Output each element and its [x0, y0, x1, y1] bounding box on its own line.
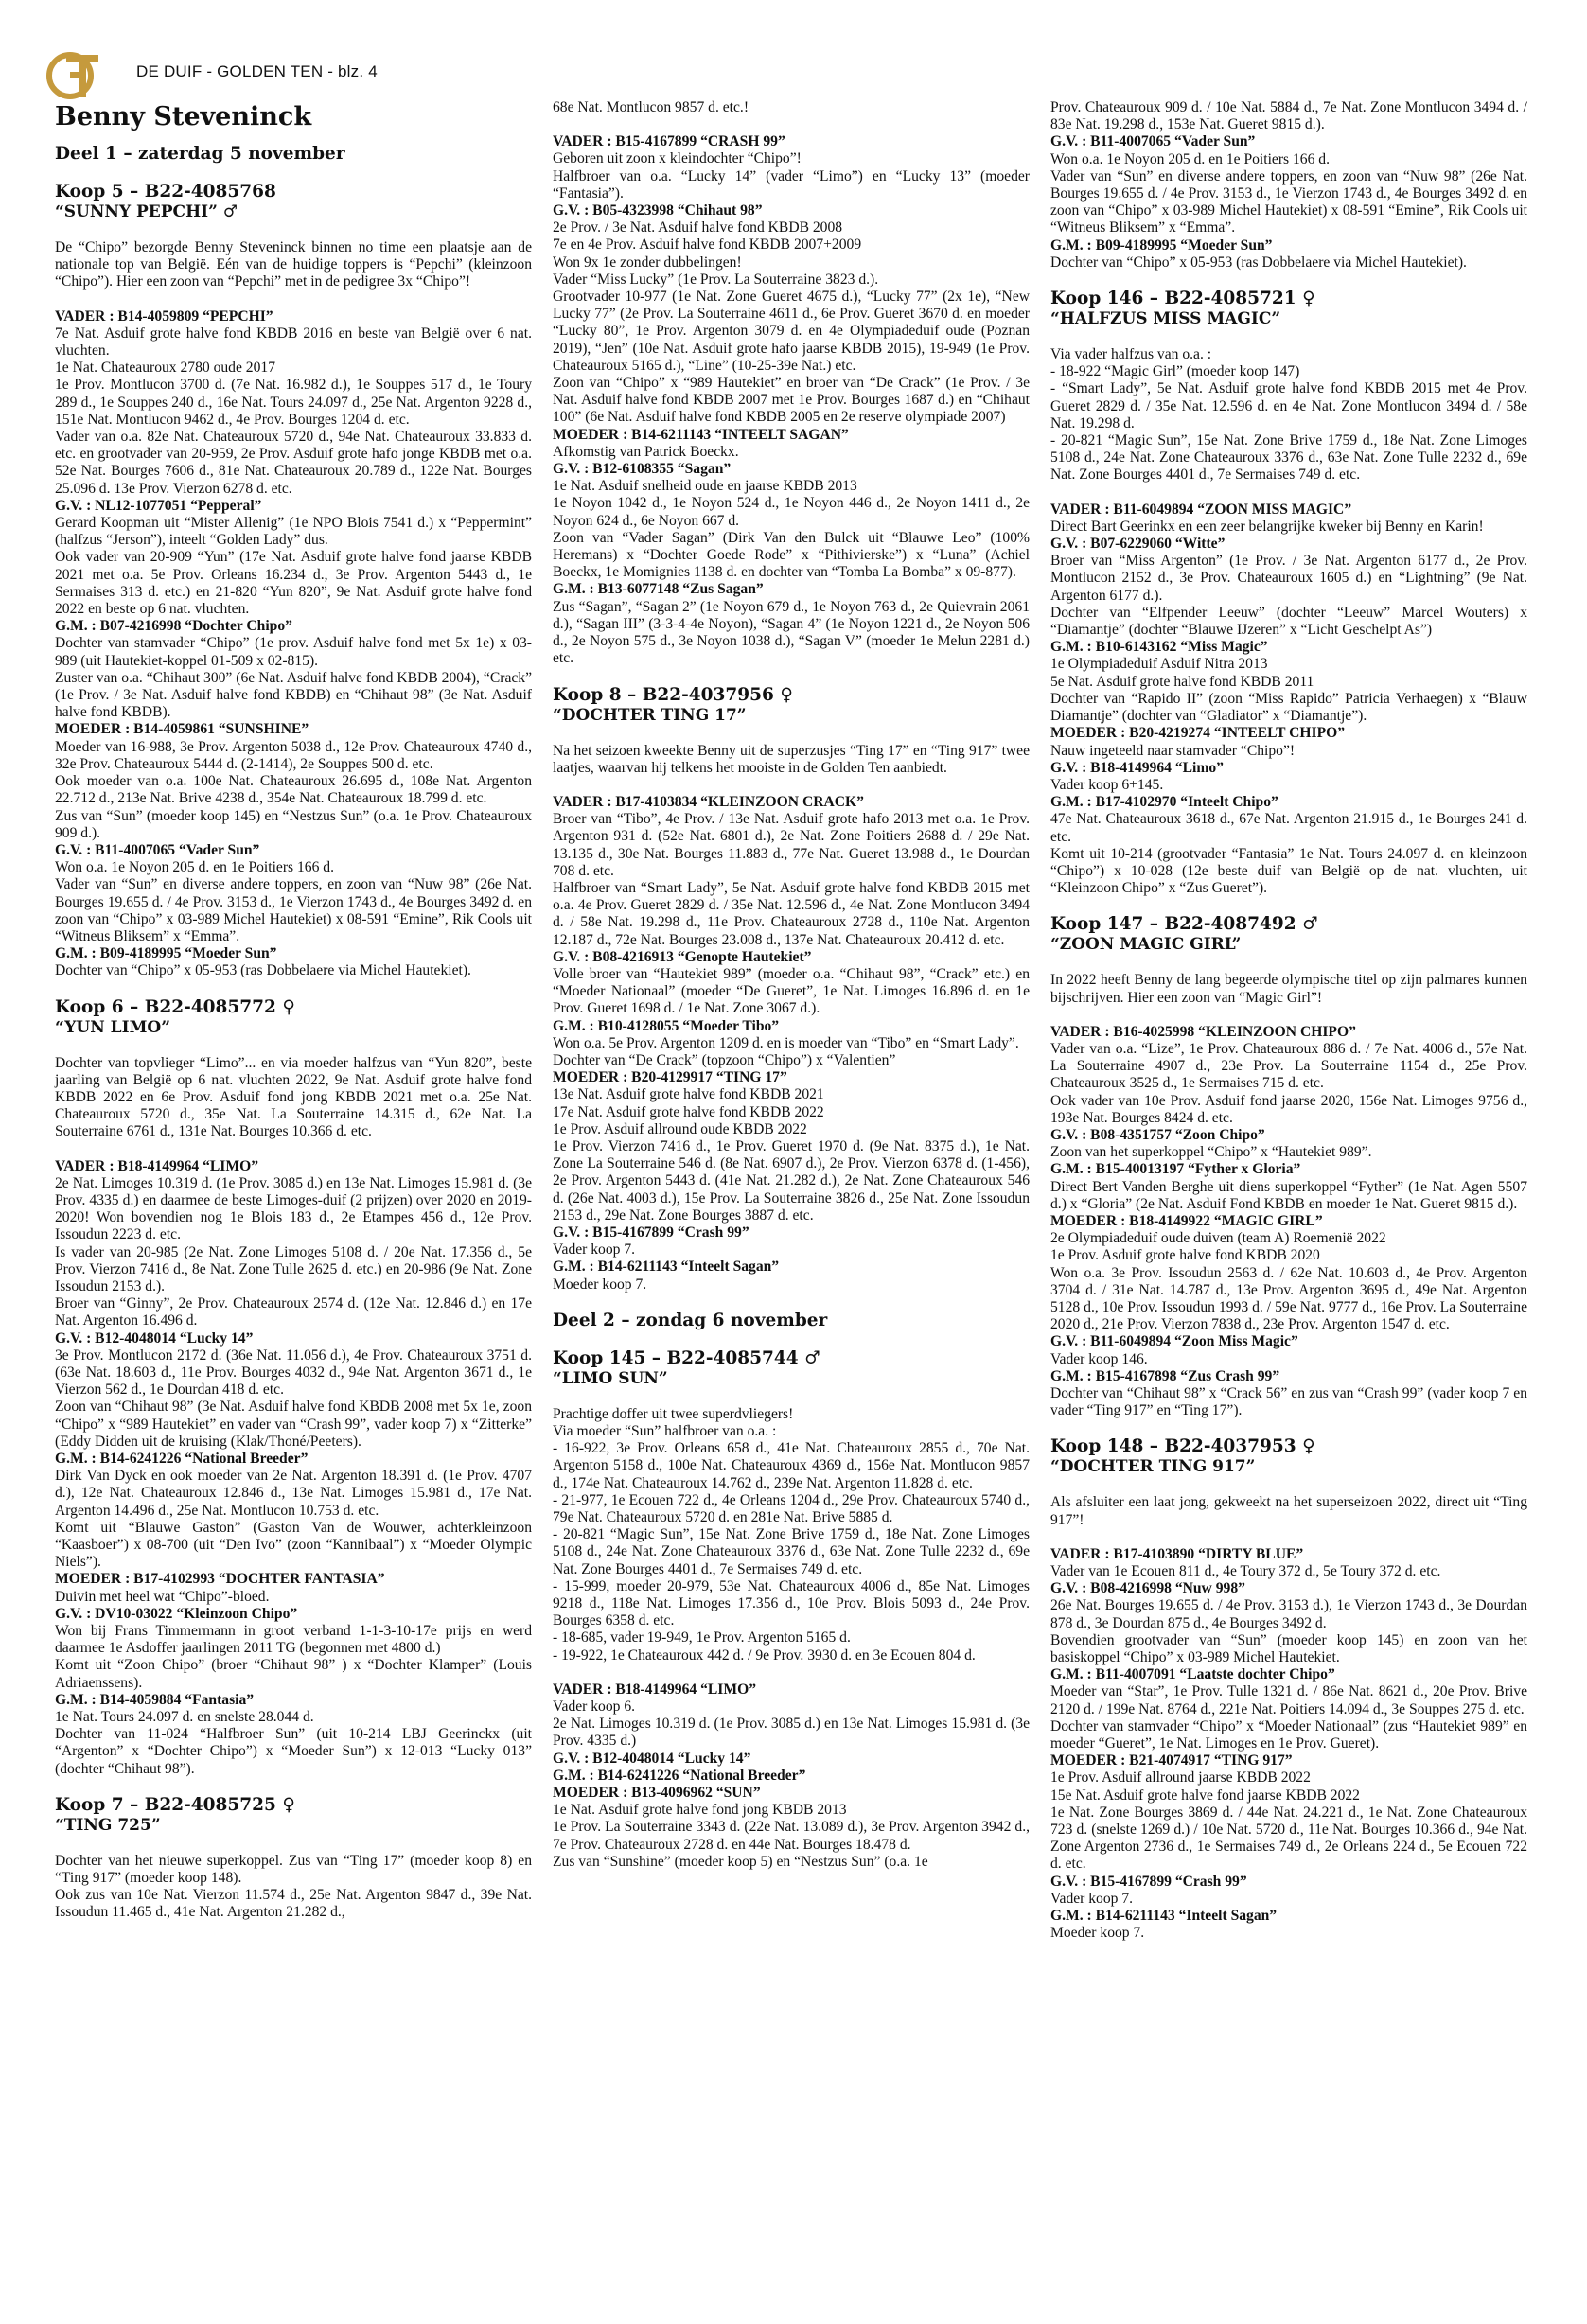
bird-name: “HALFZUS MISS MAGIC”: [1050, 309, 1281, 329]
pedigree-gm: G.M. : B10-4128055 “Moeder Tibo”: [553, 1017, 780, 1034]
pedigree-line: 2e Olympiadeduif oude duiven (team A) Roemenië 2022: [1050, 1230, 1386, 1247]
pedigree-line: 1e Nat. Asduif snelheid oude en jaarse KBDB 2013: [553, 478, 857, 495]
koop-intro: Dochter van het nieuwe superkoppel. Zus van “Ting 17” (moeder koop 8) en “Ting 917” (moeder koop 148).: [55, 1852, 532, 1887]
pedigree-section: [55, 308, 532, 980]
pedigree-line: 7e en 4e Prov. Asduif halve fond KBDB 2007+2009: [553, 237, 862, 254]
pedigree-line: 68e Nat. Montlucon 9857 d. etc.!: [553, 99, 749, 115]
pedigree-line: 47e Nat. Chateauroux 3618 d., 67e Nat. Argenton 21.915 d., 1e Bourges 241 d. etc.: [1050, 811, 1527, 845]
pedigree-gv: G.V. : B08-4216998 “Nuw 998”: [1050, 1580, 1245, 1597]
pedigree-line: 15e Nat. Asduif grote halve fond jaarse KBDB 2022: [1050, 1787, 1360, 1804]
pedigree-line: Dochter van 11-024 “Halfbroer Sun” (uit 10-214 LBJ Geerinckx (uit “Argenton” x “Dochter Chipo”) x “Moeder Sun”) x 12-013 “Lucky 013” (dochter “Chihaut 98”).: [55, 1726, 532, 1777]
pedigree-line: Dochter van “Elfpender Leeuw” (dochter “Leeuw” Marcel Wouters) x “Diamantje” (dochter “Blauwe IJzeren” x “Licht Geschelpt As”): [1050, 604, 1527, 639]
page-title: Benny Steveninck: [55, 102, 312, 132]
koop-intro: Na het seizoen kweekte Benny uit de superzusjes “Ting 17” en “Ting 917” twee laatjes, waarvan hij telkens het mooiste in de Golden Ten aanbiedt.: [553, 742, 1030, 776]
intro-line: Via vader halfzus van o.a. :: [1050, 346, 1212, 363]
pedigree-gm: G.M. : B09-4189995 “Moeder Sun”: [1050, 237, 1273, 254]
bird-name: “TING 725”: [55, 1815, 161, 1835]
pedigree-gv: G.V. : DV10-03022 “Kleinzoon Chipo”: [55, 1605, 298, 1622]
pedigree-line: Won o.a. 1e Noyon 205 d. en 1e Poitiers 166 d.: [55, 859, 334, 876]
pedigree-line: Broer van “Ginny”, 2e Prov. Chateauroux 2574 d. (12e Nat. 12.846 d.) en 17e Nat. Argenton 16.496 d.: [55, 1295, 532, 1329]
pedigree-line: Vader van “Sun” en diverse andere toppers, en zoon van “Nuw 98” (26e Nat. Bourges 19.655 d. / 4e Prov. 3153 d., 1e Vierzon 1743 d., 4e Bourges 3492 d. en zoon van “Chipo” x 03-989 Michel Hautekiet) x 08-591 “Emine”, Rik Cools uit “Witneus Bliksem” x “Emma”.: [1050, 167, 1527, 237]
bird-name: “ZOON MAGIC GIRL”: [1050, 935, 1242, 955]
koop-heading: Koop 145 – B22-4085744 ♂: [553, 1347, 820, 1368]
pedigree-line: Zoon van het superkoppel “Chipo” x “Hautekiet 989”.: [1050, 1144, 1372, 1161]
pedigree-gm: G.M. : B14-6211143 “Inteelt Sagan”: [1050, 1908, 1278, 1925]
pedigree-line: Afkomstig van Patrick Boeckx.: [553, 443, 739, 460]
pedigree-line: 1e Nat. Zone Bourges 3869 d. / 44e Nat. 24.221 d., 1e Nat. Zone Chateauroux 723 d. (snelste 1269 d.) / 10e Nat. 5720 d., 11e Nat. Bourges 10.366 d., 94e Nat. Zone Argenton 2736 d., 1e Sermaises 749 d., 2e Orleans 224 d., 5e Ecouen 722 d. etc.: [1050, 1804, 1527, 1873]
pedigree-gm: G.M. : B14-4059884 “Fantasia”: [55, 1691, 255, 1708]
vader-heading: VADER : B17-4103834 “KLEINZOON CRACK”: [553, 793, 864, 810]
pedigree-gm: G.M. : B15-40013197 “Fyther x Gloria”: [1050, 1161, 1301, 1178]
pedigree-line: 1e Olympiadeduif Asduif Nitra 2013: [1050, 656, 1268, 673]
pedigree-line: Dochter van stamvader “Chipo” (1e prov. Asduif halve fond met 5x 1e) x 03-989 (uit Hautekiet-koppel 01-509 x 02-815).: [55, 635, 532, 669]
pedigree-gv: G.V. : B12-4048014 “Lucky 14”: [553, 1750, 751, 1767]
pedigree-gv: G.V. : B18-4149964 “Limo”: [1050, 759, 1224, 776]
pedigree-line: Halfbroer van “Smart Lady”, 5e Nat. Asduif grote halve fond KBDB 2015 met o.a. 4e Prov. Gueret 2829 d. / 35e Nat. 12.596 d., 4e Nat. Zone Montlucon 3494 d. / 58e Nat. 19.298 d., 11e Prov. Chateauroux 2728 d., 110e Nat. Argenton 12.187 d., 72e Nat. Bourges 23.008 d., 137e Nat. Chateauroux 20.412 d. etc.: [553, 879, 1030, 948]
column-3: [1050, 99, 1527, 1959]
pedigree-gm: G.M. : B17-4102970 “Inteelt Chipo”: [1050, 794, 1278, 811]
pedigree-gv: G.V. : B12-4048014 “Lucky 14”: [55, 1329, 254, 1347]
vader-heading: VADER : B18-4149964 “LIMO”: [553, 1681, 756, 1698]
vader-heading: VADER : B11-6049894 “ZOON MISS MAGIC”: [1050, 501, 1352, 518]
pedigree-line: 13e Nat. Asduif grote halve fond KBDB 2021: [553, 1086, 824, 1103]
pedigree-line: Halfbroer van o.a. “Lucky 14” (vader “Limo”) en “Lucky 13” (moeder “Fantasia”).: [553, 167, 1030, 202]
pedigree-line: Zus van “Sunshine” (moeder koop 5) en “Nestzus Sun” (o.a. 1e: [553, 1853, 928, 1870]
pedigree-gv: G.V. : B08-4351757 “Zoon Chipo”: [1050, 1126, 1265, 1143]
pedigree-line: Is vader van 20-985 (2e Nat. Zone Limoges 5108 d. / 20e Nat. 17.356 d., 5e Prov. Vierzon 7416 d., 8e Nat. Zone Tulle 2625 d. etc.) en 20-986 (9e Nat. Zone Issoudun 2153 d.).: [55, 1243, 532, 1294]
vader-heading: VADER : B14-4059809 “PEPCHI”: [55, 308, 273, 325]
pedigree-line: Vader van “Sun” en diverse andere toppers, en zoon van “Nuw 98” (26e Nat. Bourges 19.655 d. / 4e Prov. 3153 d., 1e Vierzon 1743 d., 4e Bourges 3492 d. en zoon van “Chipo” x 03-989 Michel Hautekiet) x 08-591 “Emine”, Rik Cools uit “Witneus Bliksem” x “Emma”.: [55, 876, 532, 944]
pedigree-line: Zoon van “Vader Sagan” (Dirk Van den Bulck uit “Blauwe Leo” (100% Heremans) x “Dochter Goede Rode” x “Pithivierske”) x “Luna” (Achiel Boeckx, 1e Momignies 1138 d. en dochter van “Tomba La Bomba” x 09-877).: [553, 529, 1030, 581]
pedigree-line: 1e Prov. Montlucon 3700 d. (7e Nat. 16.982 d.), 1e Souppes 517 d., 1e Toury 289 d., 1e Souppes 240 d., 16e Nat. Tours 24.097 d., 25e Nat. Argenton 9228 d., 151e Nat. Montlucon 9462 d., 4e Prov. Bourges 1204 d. etc.: [55, 377, 532, 428]
list-item: - 18-922 “Magic Girl” (moeder koop 147): [1050, 363, 1300, 380]
pedigree-line: 1e Prov. Vierzon 7416 d., 1e Prov. Gueret 1970 d. (9e Nat. 8375 d.), 1e Nat. Zone La Souterraine 546 d. (8e Nat. 6907 d.), 2e Prov. Vierzon 6378 d. (1-456), 2e Prov. Argenton 5443 d. (41e Nat. 21.282 d.), 2e Nat. Zone Chateauroux 546 d. (26e Nat. 4003 d.), 15e Prov. La Souterraine 3826 d., 25e Nat. Zone Issoudun 2153 d., 29e Nat. Zone Bourges 3887 d. etc.: [553, 1137, 1030, 1224]
pedigree-section: [553, 794, 1030, 1294]
moeder-heading: MOEDER : B17-4102993 “DOCHTER FANTASIA”: [55, 1571, 385, 1588]
pedigree-gm: G.M. : B13-6077148 “Zus Sagan”: [553, 581, 764, 598]
list-item: - 15-999, moeder 20-979, 53e Nat. Chateauroux 4006 d., 85e Nat. Limoges 9218 d., 118e Nat. Limoges 17.356 d., 10e Prov. Blois 5093 d., 24e Prov. Bourges 6358 d. etc.: [553, 1577, 1030, 1629]
pedigree-gv: G.V. : B15-4167899 “Crash 99”: [1050, 1873, 1247, 1890]
pedigree-section: [1050, 99, 1527, 272]
vader-heading: VADER : B15-4167899 “CRASH 99”: [553, 133, 785, 150]
pedigree-gm: G.M. : B11-4007091 “Laatste dochter Chipo”: [1050, 1666, 1335, 1683]
deel-heading: Deel 1 – zaterdag 5 november: [55, 144, 345, 164]
column-1: [55, 102, 532, 1922]
pedigree-line: Dochter van “Chihaut 98” x “Crack 56” en zus van “Crash 99” (vader koop 7 en vader “Ting 917” en “Ting 17”).: [1050, 1385, 1527, 1419]
pedigree-line: 1e Prov. La Souterraine 3343 d. (22e Nat. 13.089 d.), 3e Prov. Argenton 3942 d., 7e Prov. Chateauroux 2728 d. en 44e Nat. Bourges 18.478 d.: [553, 1819, 1030, 1853]
pedigree-line: Dochter van “Chipo” x 05-953 (ras Dobbelaere via Michel Hautekiet).: [1050, 254, 1467, 271]
koop-heading: Koop 6 – B22-4085772 ♀: [55, 996, 295, 1017]
pedigree-line: Vader koop 146.: [1050, 1350, 1148, 1367]
pedigree-line: Moeder van 16-988, 3e Prov. Argenton 5038 d., 12e Prov. Chateauroux 4740 d., 32e Prov. Chateauroux 5444 d. (2-1414), 2e Souppes 500 d. etc.: [55, 738, 532, 772]
list-item: - 19-922, 1e Chateauroux 442 d. / 9e Prov. 3930 d. en 3e Ecouen 804 d.: [553, 1646, 976, 1664]
pedigree-line: Dochter van “De Crack” (topzoon “Chipo”) x “Valentien”: [553, 1051, 896, 1068]
pedigree-line: Dochter van “Rapido II” (zoon “Miss Rapido” Patricia Verhaegen) x “Blauw Diamantje” (dochter van “Gladiator” x “Diamantje”).: [1050, 690, 1527, 725]
pedigree-gm: G.M. : B07-4216998 “Dochter Chipo”: [55, 618, 292, 635]
pedigree-line: 1e Noyon 1042 d., 1e Noyon 524 d., 1e Noyon 446 d., 2e Noyon 1411 d., 2e Noyon 624 d., 6e Noyon 667 d.: [553, 495, 1030, 529]
pedigree-line: Zoon van “Chipo” x “989 Hautekiet” en broer van “De Crack” (1e Prov. / 3e Nat. Asduif halve fond KBDB 2007 met 1e Prov. Bourges 1687 d.) en “Chihaut 100” (6e Nat. Asduif halve fond KBDB 2005 en 2e reserve olympiade 2007): [553, 375, 1030, 426]
koop-heading: Koop 5 – B22-4085768: [55, 182, 276, 202]
list-item: - 18-685, vader 19-949, 1e Prov. Argenton 5165 d.: [553, 1629, 851, 1646]
pedigree-line: Vader koop 7.: [553, 1241, 636, 1259]
pedigree-gv: G.V. : B15-4167899 “Crash 99”: [553, 1224, 749, 1241]
pedigree-line: 7e Nat. Asduif grote halve fond KBDB 2016 en beste van België over 6 nat. vluchten.: [55, 325, 532, 360]
pedigree-gm: G.M. : B14-6211143 “Inteelt Sagan”: [553, 1259, 780, 1276]
koop-intro: Als afsluiter een laat jong, gekweekt na het superseizoen 2022, direct uit “Ting 917”!: [1050, 1494, 1527, 1528]
pedigree-line: Broer van “Miss Argenton” (1e Prov. / 3e Nat. Argenton 6177 d., 2e Prov. Montlucon 2152 d., 3e Prov. Chateauroux 1605 d.) en “Lightning” (9e Nat. Argenton 6177 d.).: [1050, 553, 1527, 604]
pedigree-line: Moeder koop 7.: [1050, 1925, 1145, 1942]
pedigree-line: Ook moeder van o.a. 100e Nat. Chateauroux 26.695 d., 108e Nat. Argenton 22.712 d., 213e Nat. Brive 4238 d., 354e Nat. Chateauroux 18.799 d. etc.: [55, 773, 532, 807]
pedigree-line: 1e Prov. Asduif allround oude KBDB 2022: [553, 1120, 807, 1137]
pedigree-line: Vader van 1e Ecouen 811 d., 4e Toury 372 d., 5e Toury 372 d. etc.: [1050, 1563, 1441, 1580]
pedigree-line: Gerard Koopman uit “Mister Allenig” (1e NPO Blois 7541 d.) x “Peppermint” (halfzus “Jerson”), inteelt “Golden Lady” dus.: [55, 515, 532, 549]
pedigree-line: Moeder van “Star”, 1e Prov. Tulle 1321 d. / 86e Nat. 8621 d., 20e Prov. Brive 2120 d. / 199e Nat. 8764 d., 221e Nat. Poitiers 14.094 d., 3e Souppes 275 d. etc.: [1050, 1683, 1527, 1717]
bird-name: “LIMO SUN”: [553, 1368, 668, 1388]
pedigree-section: [553, 133, 1030, 667]
pedigree-line: Won o.a. 1e Noyon 205 d. en 1e Poitiers 166 d.: [1050, 150, 1330, 167]
pedigree-line: Vader “Miss Lucky” (1e Prov. La Souterraine 3823 d.).: [553, 271, 879, 288]
pedigree-line: Komt uit “Blauwe Gaston” (Gaston Van de Wouwer, achterkleinzoon “Kaasboer”) x 08-700 (uit “Den Ivo” (zoon “Kannibaal”) x “Moeder Olympic Niels”).: [55, 1519, 532, 1571]
bird-name: “SUNNY PEPCHI” ♂: [55, 202, 238, 221]
pedigree-line: Ook zus van 10e Nat. Vierzon 11.574 d., 25e Nat. Argenton 9847 d., 39e Nat. Issoudun 11.465 d., 41e Nat. Argenton 21.282 d.,: [55, 1887, 532, 1921]
pedigree-line: Moeder koop 7.: [553, 1276, 647, 1293]
bird-name: “YUN LIMO”: [55, 1017, 170, 1037]
page-header: [45, 49, 613, 106]
pedigree-line: Zus “Sagan”, “Sagan 2” (1e Noyon 679 d., 1e Noyon 763 d., 2e Quievrain 2061 d.), “Sagan III” (3-3-4-4e Noyon), “Sagan 4” (1e Noyon 1221 d., 2e Noyon 506 d., 2e Noyon 575 d., 3e Noyon 1038 d.), “Sagan V” (moeder 1e Melun 2281 d.) etc.: [553, 598, 1030, 667]
pedigree-line: 1e Nat. Asduif grote halve fond jong KBDB 2013: [553, 1802, 847, 1819]
pedigree-line: 1e Nat. Chateauroux 2780 oude 2017: [55, 360, 275, 377]
koop-heading: Koop 148 – B22-4037953 ♀: [1050, 1436, 1315, 1457]
pedigree-gv: G.V. : B11-6049894 “Zoon Miss Magic”: [1050, 1333, 1298, 1350]
pedigree-line: Zus van “Sun” (moeder koop 145) en “Nestzus Sun” (o.a. 1e Prov. Chateauroux 909 d.).: [55, 807, 532, 841]
pedigree-section: [1050, 502, 1527, 898]
vader-heading: VADER : B16-4025998 “KLEINZOON CHIPO”: [1050, 1023, 1356, 1040]
pedigree-line: Duivin met heel wat “Chipo”-bloed.: [55, 1588, 270, 1605]
pedigree-gv: G.V. : B11-4007065 “Vader Sun”: [1050, 133, 1256, 150]
pedigree-line: 1e Nat. Tours 24.097 d. en snelste 28.044 d.: [55, 1709, 314, 1726]
moeder-heading: MOEDER : B21-4074917 “TING 917”: [1050, 1752, 1293, 1769]
pedigree-line: Ook vader van 20-909 “Yun” (17e Nat. Asduif grote halve fond jaarse KBDB 2021 met o.a. 5e Prov. Orleans 16.234 d., 3e Prov. Argenton 5443 d., 1e Sermaises 313 d. etc.) en 21-820 “Yun 820”, 9e Nat. Asduif grote halve fond 2022 en beste op 6 nat. vluchten.: [55, 549, 532, 618]
pedigree-line: Vader van o.a. 82e Nat. Chateauroux 5720 d., 94e Nat. Chateauroux 33.833 d. etc. en grootvader van 20-959, 2e Prov. Asduif grote hafo jonge KBDB met o.a. 52e Nat. Bourges 7606 d., 81e Nat. Chateauroux 20.789 d., 122e Nat. Bourges 25.096 d. 13e Prov. Vierzon 6278 d. etc.: [55, 429, 532, 497]
pedigree-line: Dirk Van Dyck en ook moeder van 2e Nat. Argenton 18.391 d. (1e Prov. 4707 d.), 12e Nat. Chateauroux 12.846 d., 13e Nat. Limoges 15.981 d., 17e Nat. Argenton 14.496 d., 25e Nat. Montlucon 10.753 d. etc.: [55, 1468, 532, 1519]
pedigree-line: Won 9x 1e zonder dubbelingen!: [553, 254, 742, 271]
pedigree-line: Vader van o.a. “Lize”, 1e Prov. Chateauroux 886 d. / 7e Nat. 4006 d., 57e Nat. La Souterraine 4907 d., 23e Prov. La Souterraine 1154 d., 25e Prov. Chateauroux 3525 d., 1e Sermaises 715 d. etc.: [1050, 1040, 1527, 1092]
koop-intro: De “Chipo” bezorgde Benny Steveninck binnen no time een plaatsje aan de nationale top van België. Eén van de huidige toppers is “Pepchi” (kleinzoon “Chipo”). Hier een zoon van “Pepchi” met in de pedigree 3x “Chipo”!: [55, 239, 532, 290]
moeder-heading: MOEDER : B20-4129917 “TING 17”: [553, 1069, 787, 1086]
column-2: [553, 99, 1030, 1871]
pedigree-gv: G.V. : B07-6229060 “Witte”: [1050, 536, 1226, 553]
deel-heading: Deel 2 – zondag 6 november: [553, 1310, 828, 1330]
vader-heading: VADER : B17-4103890 “DIRTY BLUE”: [1050, 1545, 1304, 1562]
pedigree-line: Grootvader 10-977 (1e Nat. Zone Gueret 4675 d.), “Lucky 77” (2x 1e), “New Lucky 77” (2e Prov. La Souterraine 4611 d., 6e Prov. Gueret 3670 d. en moeder “Lucky 80”, 1e Prov. Argenton 3079 d. en 4e Olympiadeduif oude (Poznan 2019), “Jen” (10e Nat. Asduif grote hafo jaarse KBDB 2015), 19-949 (1e Prov. Chateauroux 5165 d.), “Line” (10-25-39e Nat.) etc.: [553, 289, 1030, 374]
koop-intro: In 2022 heeft Benny de lang begeerde olympische titel op zijn palmares kunnen bijschrijven. Hier een zoon van “Magic Girl”!: [1050, 972, 1527, 1006]
pedigree-line: 5e Nat. Asduif grote halve fond KBDB 2011: [1050, 673, 1314, 690]
koop-heading: Koop 147 – B22-4087492 ♂: [1050, 914, 1318, 935]
pedigree-line: 2e Prov. / 3e Nat. Asduif halve fond KBDB 2008: [553, 220, 843, 237]
pedigree-line: Vader koop 6.: [553, 1699, 636, 1716]
pedigree-line: Direct Bert Vanden Berghe uit diens superkoppel “Fyther” (1e Nat. Agen 5507 d.) x “Gloria” (2e Nat. Asduif Fond KBDB en moeder 1e Nat. Gueret 9815 d.).: [1050, 1178, 1527, 1212]
list-item: - 16-922, 3e Prov. Orleans 658 d., 41e Nat. Chateauroux 2855 d., 70e Nat. Argenton 5158 d., 100e Nat. Chateauroux 4369 d., 156e Nat. Montlucon 9857 d., 174e Nat. Chateauroux 14.762 d., 239e Nat. Argenton 11.828 d. etc.: [553, 1440, 1030, 1491]
pedigree-line: 17e Nat. Asduif grote halve fond KBDB 2022: [553, 1103, 824, 1120]
koop-intro: [1050, 346, 1527, 484]
pedigree-section: [553, 99, 1030, 116]
pedigree-line: 26e Nat. Bourges 19.655 d. / 4e Prov. 3153 d.), 1e Vierzon 1743 d., 3e Dourdan 878 d., 3e Dourdan 875 d., 4e Bourges 3492 d.: [1050, 1597, 1527, 1631]
pedigree-gm: G.M. : B15-4167898 “Zus Crash 99”: [1050, 1367, 1280, 1384]
moeder-heading: MOEDER : B18-4149922 “MAGIC GIRL”: [1050, 1212, 1323, 1229]
intro-line: Via moeder “Sun” halfbroer van o.a. :: [553, 1423, 777, 1439]
pedigree-line: Direct Bart Geerinkx en een zeer belangrijke kweker bij Benny en Karin!: [1050, 518, 1484, 535]
pedigree-line: Komt uit 10-214 (grootvader “Fantasia” 1e Nat. Tours 24.097 d. en kleinzoon “Chipo”) x 10-028 (12e beste duif van België op de nat. vluchten, uit “Kleinzoon Chipo” x “Zus Gueret”).: [1050, 845, 1527, 897]
list-item: - 20-821 “Magic Sun”, 15e Nat. Zone Brive 1759 d., 18e Nat. Zone Limoges 5108 d., 24e Nat. Zone Chateauroux 3376 d., 63e Nat. Zone Tulle 2232 d., 69e Nat. Zone Bourges 4401 d., 7e Sermaises 749 d. etc.: [553, 1526, 1030, 1577]
pedigree-line: Prov. Chateauroux 909 d. / 10e Nat. 5884 d., 7e Nat. Zone Montlucon 3494 d. / 83e Nat. 19.298 d., 153e Nat. Gueret 9815 d.).: [1050, 99, 1527, 133]
pedigree-line: Nauw ingeteeld naar stamvader “Chipo”!: [1050, 742, 1296, 759]
pedigree-line: Bovendien grootvader van “Sun” (moeder koop 145) en zoon van het basiskoppel “Chipo” x 03-989 Michel Hautekiet.: [1050, 1631, 1527, 1666]
moeder-heading: MOEDER : B14-6211143 “INTEELT SAGAN”: [553, 426, 849, 443]
koop-intro: [553, 1406, 1030, 1664]
moeder-heading: MOEDER : B13-4096962 “SUN”: [553, 1785, 761, 1802]
bird-name: “DOCHTER TING 17”: [553, 705, 747, 725]
pedigree-line: 2e Nat. Limoges 10.319 d. (1e Prov. 3085 d.) en 13e Nat. Limoges 15.981 d. (3e Prov. 4335 d.) en daarmee de beste Limoges-duif (2 prijzen) over 2020 en 2019-2020! Won bovendien nog 1e Blois 183 d., 2e Etampes 456 d., 12e Prov. Issoudun 2223 d. etc.: [55, 1174, 532, 1243]
pedigree-line: Won bij Frans Timmermann in groot verband 1-1-3-10-17e prijs en werd daarmee 1e Asdoffer jaarlingen 2011 TG (begonnen met 4800 d.): [55, 1623, 532, 1657]
pedigree-line: Dochter van stamvader “Chipo” x “Moeder Nationaal” (zus “Hautekiet 989” en moeder “Gueret”, 1e Nat. Limoges en 1e Prov. Gueret).: [1050, 1717, 1527, 1752]
pedigree-line: Komt uit “Zoon Chipo” (broer “Chihaut 98” ) x “Dochter Klamper” (Louis Adriaenssens).: [55, 1657, 532, 1691]
pedigree-line: 1e Prov. Asduif grote halve fond KBDB 2020: [1050, 1247, 1320, 1264]
pedigree-line: Won o.a. 5e Prov. Argenton 1209 d. en is moeder van “Tibo” en “Smart Lady”.: [553, 1034, 1019, 1051]
moeder-heading: MOEDER : B20-4219274 “INTEELT CHIPO”: [1050, 725, 1346, 742]
moeder-heading: MOEDER : B14-4059861 “SUNSHINE”: [55, 721, 309, 738]
pedigree-line: Zoon van “Chihaut 98” (3e Nat. Asduif halve fond KBDB 2008 met 5x 1e, zoon “Chipo” x “989 Hautekiet” en vader van “Crash 99”, vader koop 7) x “Zitterke” (Eddy Didden uit de kruising (Klak/Thoné/Peeters).: [55, 1399, 532, 1450]
pedigree-line: 1e Prov. Asduif allround jaarse KBDB 2022: [1050, 1769, 1311, 1787]
header-text: DE DUIF - GOLDEN TEN - blz. 4: [136, 62, 378, 80]
koop-intro: Dochter van topvlieger “Limo”... en via moeder halfzus van “Yun 820”, beste jaarling van België op 6 nat. vluchten 2022, 9e Nat. Asduif grote halve fond KBDB 2022 en 6e Prov. Asduif fond jong KBDB 2021 met o.a. 25e Nat. Chateauroux 5720 d., 35e Nat. La Souterraine 14.315 d., 62e Nat. La Souterraine 6761 d., 131e Nat. Bourges 10.366 d. etc.: [55, 1054, 532, 1140]
pedigree-line: Ook vader van 10e Prov. Asduif fond jaarse 2020, 156e Nat. Limoges 9756 d., 193e Nat. Bourges 8424 d. etc.: [1050, 1092, 1527, 1126]
bird-name: “DOCHTER TING 917”: [1050, 1457, 1256, 1477]
list-item: - 21-977, 1e Ecouen 722 d., 4e Orleans 1204 d., 29e Prov. Chateauroux 5740 d., 79e Nat. Chateauroux 5720 d. en 281e Nat. Brive 5885 d.: [553, 1491, 1030, 1526]
pedigree-line: Vader koop 7.: [1050, 1890, 1134, 1907]
pedigree-line: Won o.a. 3e Prov. Issoudun 2563 d. / 62e Nat. 10.603 d., 4e Prov. Argenton 3704 d. / 31e Nat. 14.787 d., 13e Prov. Argenton 3695 d., 49e Nat. Argenton 5128 d., 10e Prov. Issoudun 1993 d. / 59e Nat. 9777 d., 16e Prov. La Souterraine 2020 d., 21e Prov. Vierzon 7838 d., 23e Prov. Argenton 1547 d. etc.: [1050, 1264, 1527, 1333]
list-item: - “Smart Lady”, 5e Nat. Asduif grote halve fond KBDB 2015 met 4e Prov. Gueret 2829 d. / 35e Nat. 12.596 d. en 4e Nat. Zone Montlucon 3494 d. / 58e Nat. 19.298 d.: [1050, 380, 1527, 431]
pedigree-section: [55, 1158, 532, 1778]
intro-line: Prachtige doffer uit twee superdvliegers!: [553, 1405, 794, 1422]
list-item: - 20-821 “Magic Sun”, 15e Nat. Zone Brive 1759 d., 18e Nat. Zone Limoges 5108 d., 24e Nat. Zone Chateauroux 3376 d., 63e Nat. Zone Tulle 2232 d., 69e Nat. Zone Bourges 4401 d., 7e Sermaises 749 d. etc.: [1050, 432, 1527, 484]
pedigree-line: 2e Nat. Limoges 10.319 d. (1e Prov. 3085 d.) en 13e Nat. Limoges 15.981 d. (3e Prov. 4335 d.): [553, 1716, 1030, 1750]
pedigree-gm: G.M. : B14-6241226 “National Breeder”: [553, 1767, 806, 1784]
pedigree-section: [1050, 1024, 1527, 1420]
vader-heading: VADER : B18-4149964 “LIMO”: [55, 1157, 258, 1174]
pedigree-line: 3e Prov. Montlucon 2172 d. (36e Nat. 11.056 d.), 4e Prov. Chateauroux 3751 d. (63e Nat. 18.603 d., 11e Prov. Bourges 4032 d., 94e Nat. Argenton 3671 d., 1e Vierzon 562 d., 1e Dourdan 418 d. etc.: [55, 1347, 532, 1399]
pedigree-line: Vader koop 6+145.: [1050, 776, 1164, 793]
pedigree-gm: G.M. : B09-4189995 “Moeder Sun”: [55, 945, 277, 962]
pedigree-gm: G.M. : B10-6143162 “Miss Magic”: [1050, 639, 1268, 656]
golden-ten-logo: [45, 49, 98, 102]
koop-heading: Koop 8 – B22-4037956 ♀: [553, 684, 793, 705]
pedigree-line: Geboren uit zoon x kleindochter “Chipo”!: [553, 150, 802, 167]
pedigree-gv: G.V. : B08-4216913 “Genopte Hautekiet”: [553, 948, 812, 965]
pedigree-gv: G.V. : B05-4323998 “Chihaut 98”: [553, 202, 763, 220]
pedigree-gv: G.V. : B11-4007065 “Vader Sun”: [55, 841, 260, 858]
koop-heading: Koop 146 – B22-4085721 ♀: [1050, 289, 1315, 309]
pedigree-gm: G.M. : B14-6241226 “National Breeder”: [55, 1451, 309, 1467]
pedigree-section: [1050, 1546, 1527, 1943]
koop-heading: Koop 7 – B22-4085725 ♀: [55, 1794, 295, 1815]
pedigree-line: Broer van “Tibo”, 4e Prov. / 13e Nat. Asduif grote hafo 2013 met o.a. 1e Prov. Argenton 931 d. (52e Nat. 6801 d.), 2e Nat. Zone Poitiers 2688 d. / 29e Nat. 13.135 d., 30e Nat. Bourges 11.883 d., 77e Nat. Gueret 13.988 d., 1e Dourdan 708 d. etc.: [553, 811, 1030, 879]
pedigree-line: Dochter van “Chipo” x 05-953 (ras Dobbelaere via Michel Hautekiet).: [55, 962, 471, 979]
pedigree-gv: G.V. : NL12-1077051 “Pepperal”: [55, 497, 262, 514]
pedigree-gv: G.V. : B12-6108355 “Sagan”: [553, 461, 732, 478]
pedigree-line: Zuster van o.a. “Chihaut 300” (6e Nat. Asduif halve fond KBDB 2004), “Crack” (1e Prov. / 3e Nat. Asduif halve fond KBDB) en “Chihaut 98” (3e Nat. Asduif halve fond KBDB).: [55, 669, 532, 721]
pedigree-line: Volle broer van “Hautekiet 989” (moeder o.a. “Chihaut 98”, “Crack” etc.) en “Moeder Nationaal” (moeder “De Gueret”, 1e Nat. Limoges 16.896 d. en 1e Prov. Gueret 1698 d. / 1e Nat. Zone 3067 d.).: [553, 965, 1030, 1017]
